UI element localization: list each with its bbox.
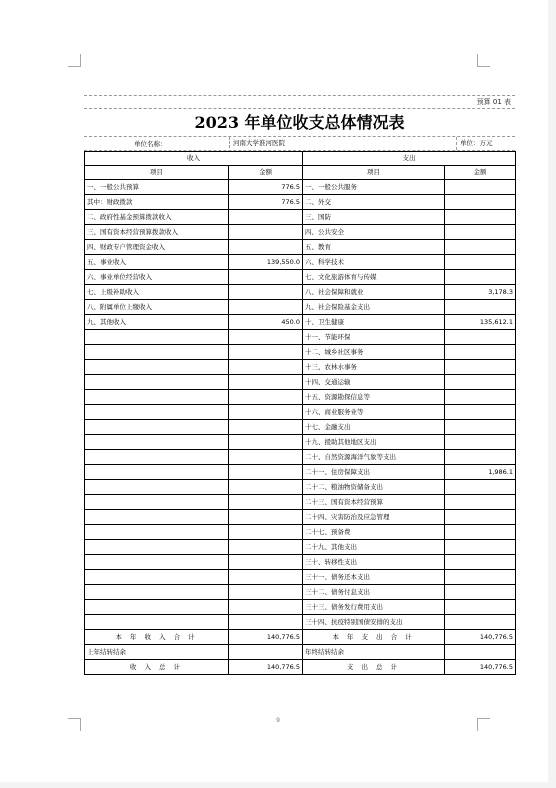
expense-item-amount bbox=[445, 495, 516, 510]
income-empty-amount bbox=[229, 360, 303, 375]
table-row bbox=[85, 390, 516, 405]
expense-item-amount bbox=[445, 525, 516, 540]
income-item-amount bbox=[229, 300, 303, 315]
expense-item-amount bbox=[445, 615, 516, 630]
income-item-label: 三、国有资本经营预算拨款收入 bbox=[85, 225, 229, 240]
income-empty-amount bbox=[229, 450, 303, 465]
income-empty-amount bbox=[229, 405, 303, 420]
expense-item-label: 十、卫生健康 bbox=[303, 315, 445, 330]
income-total-amount bbox=[229, 645, 303, 660]
expense-item-amount bbox=[445, 420, 516, 435]
income-item-amount bbox=[229, 270, 303, 285]
income-item-amount bbox=[229, 285, 303, 300]
table-row bbox=[85, 270, 516, 285]
table-row bbox=[85, 540, 516, 555]
income-empty-cell bbox=[85, 540, 229, 555]
table-row bbox=[85, 375, 516, 390]
expense-item-label: 二十九、其他支出 bbox=[303, 540, 445, 555]
table-row bbox=[85, 510, 516, 525]
expense-item-amount bbox=[445, 405, 516, 420]
expense-item-amount bbox=[445, 345, 516, 360]
income-empty-cell bbox=[85, 585, 229, 600]
table-row bbox=[85, 600, 516, 615]
table-row bbox=[85, 255, 516, 270]
expense-total-amount bbox=[445, 645, 516, 660]
expense-item-amount bbox=[445, 210, 516, 225]
expense-total-label: 年终结转结余 bbox=[303, 645, 445, 660]
expense-item-amount bbox=[445, 585, 516, 600]
income-item-column-header: 项目 bbox=[85, 166, 229, 180]
income-item-label: 一、一般公共预算 bbox=[85, 180, 229, 195]
table-row bbox=[85, 435, 516, 450]
income-item-amount bbox=[229, 240, 303, 255]
table-row bbox=[85, 585, 516, 600]
expense-item-amount bbox=[445, 435, 516, 450]
table-row bbox=[85, 495, 516, 510]
income-item-label: 二、政府性基金预算拨款收入 bbox=[85, 210, 229, 225]
expense-item-amount: 135,612.1 bbox=[445, 315, 516, 330]
expense-item-amount bbox=[445, 225, 516, 240]
expense-item-amount bbox=[445, 195, 516, 210]
table-row bbox=[85, 420, 516, 435]
income-empty-cell bbox=[85, 570, 229, 585]
expense-item-label: 二、外交 bbox=[303, 195, 445, 210]
expense-item-label: 七、文化旅游体育与传媒 bbox=[303, 270, 445, 285]
expense-item-amount bbox=[445, 480, 516, 495]
expense-total-label: 本 年 支 出 合 计 bbox=[303, 630, 445, 645]
income-empty-amount bbox=[229, 390, 303, 405]
section-header-row bbox=[85, 152, 516, 166]
expense-item-label: 三十三、债务发行费用支出 bbox=[303, 600, 445, 615]
expense-item-label: 一、一般公共服务 bbox=[303, 180, 445, 195]
income-empty-cell bbox=[85, 405, 229, 420]
income-item-amount bbox=[229, 225, 303, 240]
expense-item-label: 二十二、粮油物资储备支出 bbox=[303, 480, 445, 495]
expense-item-label: 三、国防 bbox=[303, 210, 445, 225]
column-header-row bbox=[85, 166, 516, 180]
table-row bbox=[85, 570, 516, 585]
table-row bbox=[85, 210, 516, 225]
income-empty-cell bbox=[85, 360, 229, 375]
income-item-label: 其中：财政拨款 bbox=[85, 195, 229, 210]
income-item-label: 五、事业收入 bbox=[85, 255, 229, 270]
table-row bbox=[85, 345, 516, 360]
income-item-amount: 450.0 bbox=[229, 315, 303, 330]
expense-item-label: 八、社会保障和就业 bbox=[303, 285, 445, 300]
income-item-label: 八、附属单位上缴收入 bbox=[85, 300, 229, 315]
crop-mark-top-left bbox=[68, 54, 81, 67]
income-empty-amount bbox=[229, 330, 303, 345]
income-empty-cell bbox=[85, 330, 229, 345]
income-empty-cell bbox=[85, 420, 229, 435]
expense-item-label: 十九、援助其他地区支出 bbox=[303, 435, 445, 450]
expense-item-label: 二十七、预备费 bbox=[303, 525, 445, 540]
income-empty-cell bbox=[85, 525, 229, 540]
table-row bbox=[85, 360, 516, 375]
income-empty-amount bbox=[229, 540, 303, 555]
expense-item-amount bbox=[445, 555, 516, 570]
income-total-amount: 140,776.5 bbox=[229, 630, 303, 645]
income-empty-amount bbox=[229, 555, 303, 570]
income-item-label: 七、上级补助收入 bbox=[85, 285, 229, 300]
expense-item-column-header: 项目 bbox=[303, 166, 445, 180]
income-empty-cell bbox=[85, 615, 229, 630]
table-row bbox=[85, 405, 516, 420]
currency-unit: 单位：万元 bbox=[456, 137, 493, 150]
page-number: 9 bbox=[276, 717, 280, 724]
expense-item-amount bbox=[445, 300, 516, 315]
expense-item-amount: 1,986.1 bbox=[445, 465, 516, 480]
income-empty-cell bbox=[85, 390, 229, 405]
income-empty-amount bbox=[229, 345, 303, 360]
crop-mark-top-right bbox=[477, 54, 490, 67]
expense-item-amount bbox=[445, 240, 516, 255]
income-expense-table bbox=[84, 151, 516, 675]
expense-total-amount: 140,776.5 bbox=[445, 660, 516, 675]
table-row bbox=[85, 555, 516, 570]
expense-item-label: 十四、交通运输 bbox=[303, 375, 445, 390]
expense-item-amount bbox=[445, 600, 516, 615]
expense-item-label: 三十四、抗疫特别国债安排的支出 bbox=[303, 615, 445, 630]
income-empty-amount bbox=[229, 420, 303, 435]
expense-item-label: 三十二、债务付息支出 bbox=[303, 585, 445, 600]
table-row bbox=[85, 615, 516, 630]
form-code: 预算 01 表 bbox=[476, 98, 511, 106]
table-row bbox=[85, 285, 516, 300]
income-empty-cell bbox=[85, 345, 229, 360]
expense-item-amount: 3,178.3 bbox=[445, 285, 516, 300]
expense-total-amount: 140,776.5 bbox=[445, 630, 516, 645]
income-empty-amount bbox=[229, 600, 303, 615]
unit-name-label: 单位名称： bbox=[134, 140, 167, 148]
expense-item-label: 十一、节能环保 bbox=[303, 330, 445, 345]
unit-name-value: 河南大学淮河医院 bbox=[229, 137, 285, 148]
table-row bbox=[85, 330, 516, 345]
expense-item-label: 十七、金融支出 bbox=[303, 420, 445, 435]
totals-row bbox=[85, 630, 516, 645]
expense-item-amount bbox=[445, 255, 516, 270]
totals-row bbox=[85, 645, 516, 660]
expense-item-label: 十五、资源勘探信息等 bbox=[303, 390, 445, 405]
expense-item-label: 十二、城乡社区事务 bbox=[303, 345, 445, 360]
income-empty-cell bbox=[85, 450, 229, 465]
expense-item-label: 三十、转移性支出 bbox=[303, 555, 445, 570]
income-section-header: 收入 bbox=[85, 152, 303, 166]
expense-item-label: 十三、农林水事务 bbox=[303, 360, 445, 375]
income-empty-cell bbox=[85, 375, 229, 390]
expense-item-amount bbox=[445, 270, 516, 285]
income-empty-amount bbox=[229, 375, 303, 390]
income-empty-cell bbox=[85, 555, 229, 570]
income-total-label: 本 年 收 入 合 计 bbox=[85, 630, 229, 645]
income-empty-amount bbox=[229, 495, 303, 510]
table-row bbox=[85, 450, 516, 465]
income-item-amount: 776.5 bbox=[229, 180, 303, 195]
income-item-label: 四、财政专户管理资金收入 bbox=[85, 240, 229, 255]
income-amount-column-header: 金额 bbox=[229, 166, 303, 180]
income-total-amount: 140,776.5 bbox=[229, 660, 303, 675]
expense-item-label: 二十一、住房保障支出 bbox=[303, 465, 445, 480]
expense-total-label: 支 出 总 计 bbox=[303, 660, 445, 675]
table-row bbox=[85, 465, 516, 480]
table-row bbox=[85, 240, 516, 255]
table-row bbox=[85, 525, 516, 540]
expense-item-label: 九、社会保险基金支出 bbox=[303, 300, 445, 315]
income-empty-amount bbox=[229, 585, 303, 600]
expense-item-amount bbox=[445, 540, 516, 555]
expense-item-label: 三十一、债务还本支出 bbox=[303, 570, 445, 585]
expense-item-amount bbox=[445, 390, 516, 405]
income-item-amount bbox=[229, 210, 303, 225]
expense-section-header: 支出 bbox=[303, 152, 516, 166]
income-item-label: 九、其他收入 bbox=[85, 315, 229, 330]
expense-item-amount bbox=[445, 375, 516, 390]
expense-item-label: 十六、商业服务业等 bbox=[303, 405, 445, 420]
form-code-row bbox=[84, 95, 515, 109]
income-item-label: 六、事业单位经营收入 bbox=[85, 270, 229, 285]
table-row bbox=[85, 180, 516, 195]
income-empty-amount bbox=[229, 615, 303, 630]
table-row bbox=[85, 195, 516, 210]
expense-item-amount bbox=[445, 180, 516, 195]
budget-form bbox=[84, 95, 515, 680]
income-total-label: 上年结转结余 bbox=[85, 645, 229, 660]
table-row bbox=[85, 225, 516, 240]
income-empty-cell bbox=[85, 510, 229, 525]
table-row bbox=[85, 315, 516, 330]
expense-item-label: 二十四、灾害防治及应急管理 bbox=[303, 510, 445, 525]
income-empty-cell bbox=[85, 600, 229, 615]
income-empty-amount bbox=[229, 435, 303, 450]
income-empty-cell bbox=[85, 480, 229, 495]
income-empty-amount bbox=[229, 465, 303, 480]
expense-item-label: 四、公共安全 bbox=[303, 225, 445, 240]
income-item-amount: 139,550.0 bbox=[229, 255, 303, 270]
expense-item-amount bbox=[445, 330, 516, 345]
income-empty-cell bbox=[85, 435, 229, 450]
expense-item-amount bbox=[445, 570, 516, 585]
expense-item-label: 二十三、国有资本经营预算 bbox=[303, 495, 445, 510]
income-empty-amount bbox=[229, 510, 303, 525]
income-empty-amount bbox=[229, 480, 303, 495]
income-total-label: 收 入 总 计 bbox=[85, 660, 229, 675]
income-empty-amount bbox=[229, 570, 303, 585]
income-empty-cell bbox=[85, 465, 229, 480]
expense-item-amount bbox=[445, 510, 516, 525]
expense-item-amount bbox=[445, 360, 516, 375]
unit-row bbox=[84, 137, 515, 151]
income-empty-amount bbox=[229, 525, 303, 540]
totals-row bbox=[85, 660, 516, 675]
income-item-amount: 776.5 bbox=[229, 195, 303, 210]
expense-item-label: 二十、自然资源海洋气象等支出 bbox=[303, 450, 445, 465]
page-title: 2023 年单位收支总体情况表 bbox=[84, 109, 515, 137]
table-row bbox=[85, 300, 516, 315]
expense-item-amount bbox=[445, 450, 516, 465]
expense-item-label: 五、教育 bbox=[303, 240, 445, 255]
income-empty-cell bbox=[85, 495, 229, 510]
table-row bbox=[85, 480, 516, 495]
expense-item-label: 六、科学技术 bbox=[303, 255, 445, 270]
expense-amount-column-header: 金额 bbox=[445, 166, 516, 180]
